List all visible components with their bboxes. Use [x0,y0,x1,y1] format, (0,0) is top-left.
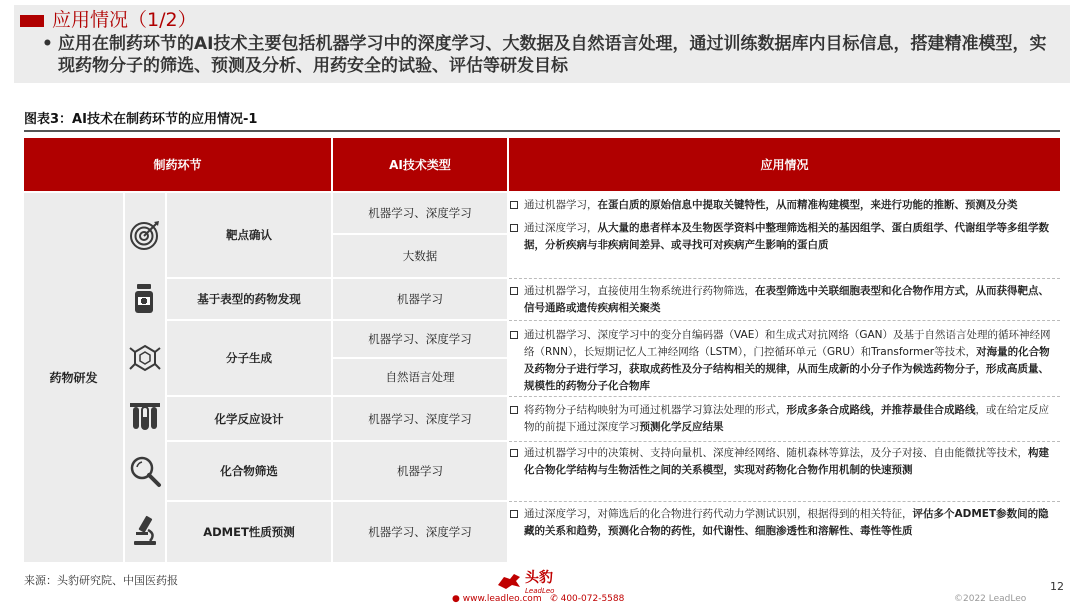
application-item [509,283,1058,317]
figure-divider [24,130,1060,132]
header-application: 应用情况 [509,138,1060,191]
application-emphasis: 预测化学反应结果 [639,421,724,433]
checkbox-bullet-icon [510,406,518,414]
application-emphasis: 在表型筛选中关联细胞表型和化合物作用方式，从而获得靶点、信号通路或遗传疾病相关聚类 [524,285,1049,314]
stage-cell: 药物研发 [24,193,123,562]
row-separator [509,320,1060,321]
phone-number: 400-072-5588 [560,594,625,604]
tech-target-1: 机器学习、深度学习 [333,193,507,233]
footer-contact [452,594,624,604]
tech-screening: 机器学习 [333,442,507,500]
application-item [509,197,1058,214]
header-tech: AI技术类型 [333,138,507,191]
application-item [509,445,1058,479]
logo-text: 头豹 [525,570,553,586]
leopard-icon [496,571,522,591]
application-item [509,220,1058,254]
microscope-icon [128,514,162,548]
application-emphasis: 评估多个ADMET参数间的隐藏的关系和趋势，预测化合物的药性，如代谢性、细胞渗透性和溶解性、毒性等性质 [524,508,1049,537]
application-emphasis: 构建化合物化学结构与生物活性之间的关系模型，实现对药物化合物作用机制的快速预测 [524,447,1049,476]
target-icon [128,218,162,252]
application-text: ，或在给定反应物的前提下通过深度学习 [524,404,1049,433]
summary-text: 应用在制药环节的AI技术主要包括机器学习中的深度学习、大数据及自然语言处理，通过训练数据库内目标信息，搭建精准模型，实现药物分子的筛选、预测及分析、用药安全的试验、评估等研发目标 [58,34,1047,76]
slide-title-row [20,4,197,32]
checkbox-bullet-icon [510,510,518,518]
row-separator [509,278,1060,279]
row-name-reaction: 化学反应设计 [167,397,331,440]
application-emphasis: 形成多条合成路线，并推荐最佳合成路线 [786,404,976,416]
application-item [509,402,1058,436]
copyright: ©2022 LeadLeo [954,594,1027,604]
row-name-screening: 化合物筛选 [167,442,331,500]
tech-molecule-1: 机器学习、深度学习 [333,321,507,357]
molecule-icon [128,341,162,375]
checkbox-bullet-icon [510,287,518,295]
application-text: 通过机器学习、深度学习中的变分自编码器（VAE）和生成式对抗网络（GAN）及基于自然语言处理的循环神经网络（RNN），长短期记忆人工神经网络（LSTM），门控循环单元（GRU）和Transformer等技术， [524,329,1051,358]
checkbox-bullet-icon [510,224,518,232]
header-stage: 制药环节 [24,138,331,191]
checkbox-bullet-icon [510,331,518,339]
application-text: 将药物分子结构映射为可通过机器学习算法处理的形式， [524,404,787,416]
row-separator [509,501,1060,502]
row-separator [509,396,1060,397]
checkbox-bullet-icon [510,201,518,209]
globe-icon: ● [452,594,460,604]
app-molecule [509,327,1058,395]
app-screening [509,445,1058,479]
tech-admet: 机器学习、深度学习 [333,502,507,562]
application-text: 通过深度学习， [524,222,598,234]
source-note: 来源：头豹研究院、中国医药报 [24,574,178,587]
app-admet [509,506,1058,540]
application-emphasis: 从大量的患者样本及生物医学资料中整理筛选相关的基因组学、蛋白质组学、代谢组学等多组学数据，分析疾病与非疾病间差异、或寻找可对疾病产生影响的蛋白质 [524,222,1049,251]
row-name-phenotype: 基于表型的药物发现 [167,279,331,319]
tech-target-2: 大数据 [333,235,507,277]
website-link[interactable]: www.leadleo.com [462,594,542,604]
application-item [509,506,1058,540]
tech-molecule-2: 自然语言处理 [333,359,507,395]
row-name-admet: ADMET性质预测 [167,502,331,562]
checkbox-bullet-icon [510,449,518,457]
ai-pharma-table [24,138,1060,562]
phone-icon: ✆ [550,594,558,604]
application-text: 通过机器学习中的决策树、支持向量机、深度神经网络、随机森林等算法，及分子对接、自由能微扰等技术， [524,447,1028,459]
application-text: 通过机器学习， [524,199,598,211]
page-number: 12 [1050,580,1064,593]
application-text: 通过深度学习，对筛选后的化合物进行药代动力学测试识别，根据得到的相关特征， [524,508,913,520]
tech-reaction: 机器学习、深度学习 [333,397,507,440]
medicine-bottle-icon [128,282,162,316]
row-name-target: 靶点确认 [167,193,331,277]
title-marker [20,15,44,27]
test-tubes-icon [128,401,162,435]
figure-title: 图表3：AI技术在制药环节的应用情况-1 [24,112,258,127]
brand-logo [496,567,554,595]
application-emphasis: 在蛋白质的原始信息中提取关键特性，从而精准构建模型，来进行功能的推断、预测及分类 [597,199,1018,211]
application-emphasis: 对海量的化合物及药物分子进行学习，获取成药性及分子结构相关的规律，从而生成新的小分子作为候选药物分子，形成高质量、规模性的药物分子化合物库 [524,346,1050,392]
app-reaction [509,402,1058,436]
app-phenotype [509,283,1058,317]
app-target [509,197,1058,254]
application-text: 通过机器学习，直接使用生物系统进行药物筛选， [524,285,755,297]
row-name-molecule: 分子生成 [167,321,331,395]
tech-phenotype: 机器学习 [333,279,507,319]
application-item [509,327,1058,395]
row-separator [509,441,1060,442]
magnifier-icon [128,454,162,488]
bullet-dot: • [42,34,53,54]
summary-bullet [42,33,1058,77]
slide-title: 应用情况（1/2） [52,8,197,31]
logo-subtext: LeadLeo [525,587,555,595]
